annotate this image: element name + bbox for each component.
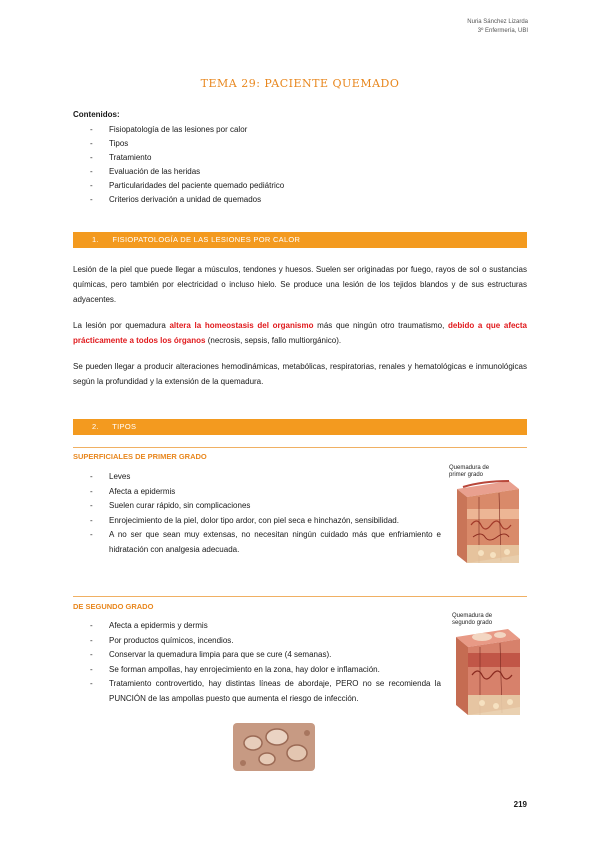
list-item: - Afecta a epidermis bbox=[73, 485, 441, 500]
header-author-block bbox=[467, 18, 528, 36]
section-1-header bbox=[73, 232, 527, 248]
contents-item: - Tipos bbox=[73, 137, 284, 151]
contents-item: - Evaluación de las heridas bbox=[73, 165, 284, 179]
contents-block bbox=[73, 110, 284, 207]
section-2-number: 2. bbox=[92, 422, 99, 431]
list-item: - Suelen curar rápido, sin complicaciones bbox=[73, 499, 441, 514]
skin-cross-section-illustration bbox=[449, 479, 523, 565]
blister-skin-photo bbox=[233, 723, 315, 771]
blister-photo bbox=[233, 723, 315, 771]
section-2-title: TIPOS bbox=[112, 422, 137, 431]
page-title: TEMA 29: PACIENTE QUEMADO bbox=[200, 77, 400, 90]
second-degree-heading: DE SEGUNDO GRADO bbox=[73, 602, 154, 611]
p2-highlight-1: altera la homeostasis del organismo bbox=[169, 321, 314, 330]
list-item: - Afecta a epidermis y dermis bbox=[73, 619, 441, 634]
skin-cross-section-illustration bbox=[452, 627, 524, 717]
second-degree-list bbox=[73, 619, 441, 706]
list-item: - Se forman ampollas, hay enrojecimiento en la zona, hay dolor e inflamación. bbox=[73, 663, 441, 678]
p2-highlight-2: debido a que afecta prácticamente a todos los órganos bbox=[73, 321, 527, 345]
first-degree-heading: SUPERFICIALES DE PRIMER GRADO bbox=[73, 452, 207, 461]
section-1-paragraph-2 bbox=[73, 318, 527, 348]
divider bbox=[73, 596, 527, 597]
author-course: 3º Enfermería, UBI bbox=[477, 28, 528, 34]
section-1-paragraph-3: Se pueden llegar a producir alteraciones hemodinámicas, metabólicas, respiratorias, renales y hematológicas e inmunológicas según la profundidad y la extensión de la quemadura. bbox=[73, 362, 527, 386]
section-1-paragraph-1: Lesión de la piel que puede llegar a músculos, tendones y huesos. Suelen ser originadas por fuego, rayos de sol o sustancias químicas, pero también por electricidad o incluso hielo. Se produce una lesión de los tejidos blandos y de sus estructuras adyacentes. bbox=[73, 265, 527, 304]
section-1-number: 1. bbox=[92, 235, 99, 244]
contents-list bbox=[73, 123, 284, 207]
divider bbox=[73, 447, 527, 448]
section-2-header bbox=[73, 419, 527, 435]
contents-item: - Fisiopatología de las lesiones por calor bbox=[73, 123, 284, 137]
second-degree-burn-figure bbox=[452, 613, 524, 722]
figure-label-2: primer grado bbox=[449, 472, 484, 478]
page-number: 219 bbox=[513, 800, 527, 809]
contents-item: - Criterios derivación a unidad de quemados bbox=[73, 193, 284, 207]
list-item: - Tratamiento controvertido, hay distintas líneas de abordaje, PERO no se recomienda la PUNCIÓN de las ampollas puesto que aumenta el riesgo de infección. bbox=[73, 677, 441, 706]
list-item: - Enrojecimiento de la piel, dolor tipo ardor, con piel seca e hinchazón, sensibilidad. bbox=[73, 514, 441, 529]
contents-item: - Tratamiento bbox=[73, 151, 284, 165]
list-item: - Conservar la quemadura limpia para que se cure (4 semanas). bbox=[73, 648, 441, 663]
contents-item: - Particularidades del paciente quemado pediátrico bbox=[73, 179, 284, 193]
first-degree-list bbox=[73, 470, 441, 557]
list-item: - A no ser que sean muy extensas, no necesitan ningún cuidado más que enfriamiento e hidratación con analgesia adecuada. bbox=[73, 528, 441, 557]
contents-heading: Contenidos: bbox=[73, 110, 120, 119]
figure-label-2: segundo grado bbox=[452, 620, 493, 626]
list-item: - Leves bbox=[73, 470, 441, 485]
list-item: - Por productos químicos, incendios. bbox=[73, 634, 441, 649]
first-degree-burn-figure bbox=[449, 465, 523, 570]
figure-label-1: Quemadura de bbox=[449, 465, 490, 471]
section-1-title: FISIOPATOLOGÍA DE LAS LESIONES POR CALOR bbox=[112, 235, 301, 244]
p2-text-a: La lesión por quemadura bbox=[73, 321, 170, 330]
author-name: Nuria Sánchez Lizarda bbox=[467, 19, 528, 25]
p2-text-c: más que ningún otro traumatismo, bbox=[313, 321, 448, 330]
p2-text-e: (necrosis, sepsis, fallo multiorgánico). bbox=[205, 336, 342, 345]
figure-label-1: Quemadura de bbox=[452, 613, 493, 619]
